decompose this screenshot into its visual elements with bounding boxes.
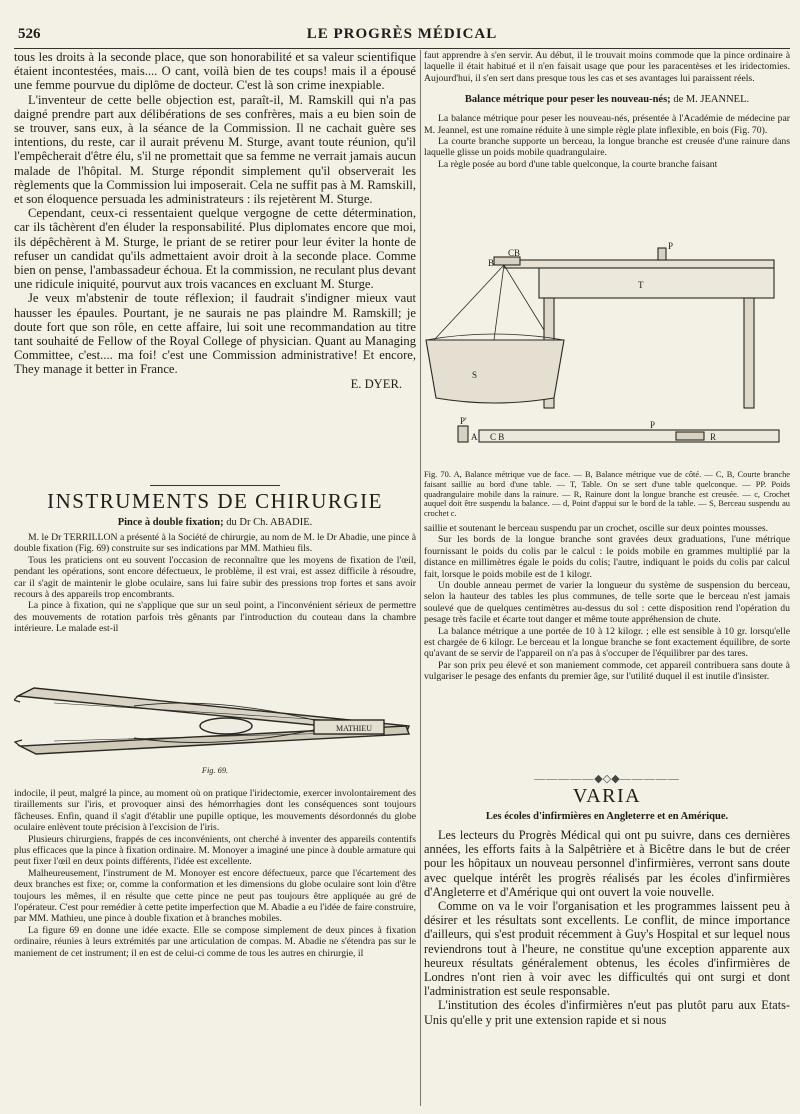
- section-title: VARIA: [572, 785, 642, 807]
- article-author: du Dr Ch. ABADIE.: [226, 517, 313, 528]
- left-column-top: [14, 50, 416, 475]
- paragraph: faut apprendre à s'en servir. Au début, il le trouvait moins commode que la pince ordinaire à laquelle il était habitué et il n'en faisait usage que pour les paracentèses et les iridectomies. Aujourd'hui, il s'en sert dans presque tous les cas et ses avantages lui paraissent réels.: [424, 50, 790, 84]
- fig70-label-p-side: P: [650, 420, 656, 430]
- figure-caption-text: Fig. 69.: [201, 766, 229, 775]
- forceps-illustration: [14, 676, 416, 776]
- paragraph: La figure 69 en donne une idée exacte. Elle se compose simplement de deux pinces à fixation ordinaire, réunies à leurs extrémités par une articulation de compas. M. Abadie ne s'étendra pas sur le maniement de cet instrument; il en est de celui-ci comme de tous les autres en chirurgie, il: [14, 924, 416, 959]
- paragraph: La courte branche supporte un berceau, la longue branche est creusée d'une rainure dans laquelle glisse un poids mobile quadrangulaire.: [424, 136, 790, 159]
- right-column-varia: [424, 772, 790, 1110]
- paragraph: L'inventeur de cette belle objection est, paraît-il, M. Ramskill qui n'a pas daigné prendre part aux délibérations de ses confrères, mais a eu bien soin de se trouver, sans eux, à la séance de la Commission. Il ne cachait guère ses intentions, du reste, car il aurait prévenu M. Sturge, avant toute réunion, qu'il l'empêcherait d'être élu, s'il ne promettait que sa femme ne verrait jamais aucun malade de l'hôpital. M. Sturge répondit simplement qu'il observerait les règlements que la Commission lui imposerait. Cela ne suffit pas à M. Ramskill, et son éloquence persuada les administrateurs : ils rejetèrent M. Sturge.: [14, 92, 416, 207]
- right-column-middle: [424, 470, 790, 780]
- fig70-label-p-prime: P': [460, 416, 467, 426]
- paragraph: Je veux m'abstenir de toute réflexion; il faudrait s'indigner mieux vaut hausser les épaules. Pourtant, je ne saurais ne pas plaindre M. Ramskill; je doute fort que son rôle, en cette affaire, lui soit une recommandation au titre tant souhaité de Fellow of the Royal College of physician. Quant au Managing Committee, c'est.... ma foi! c'est une Commission administrative! Et encore, They manage it better in France.: [14, 291, 416, 377]
- fig69-engraving: MATHIEU: [336, 724, 372, 733]
- article-subhead: [14, 517, 416, 528]
- paragraph: Sur les bords de la longue branche sont gravées deux graduations, l'une métrique fournissant le poids du colis par le calcul : le poids mobile en grammes multiplié par la distance en millimètres égale le poids du colis; l'autre, indiquant le poids du colis par calcul fait, lorsque le poids mobile est de 1 kilogr.: [424, 534, 790, 580]
- paragraph: Comme on va le voir l'organisation et les programmes laissent peu à désirer et les résultats sont excellents. Le conflit, de mince importance d'ailleurs, qui s'est produit récemment à Guy's Hospital et sur lequel nous reviendrons tout à l'heure, ne constitue qu'une exception apparente aux heureux résultats généralement obtenus, les écoles d'infirmières de Londres n'ont rien à voir avec les difficultés qui ont surgi et dont l'administration est seule responsable.: [424, 899, 790, 999]
- ornament-divider: —————◆◇◆—————: [534, 773, 680, 785]
- section-title: INSTRUMENTS DE CHIRURGIE: [47, 489, 383, 513]
- paragraph: M. le Dr TERRILLON a présenté à la Société de chirurgie, au nom de M. le Dr Abadie, une pince à double fixation (Fig. 69) construite sur ses indications par MM. Mathieu fils.: [14, 532, 416, 555]
- left-column-bottom: [14, 788, 416, 1108]
- paragraph: La balance métrique a une portée de 10 à 12 kilogr. ; elle est sensible à 10 gr. lorsqu'elle est chargée de 6 kilogr. Le berceau et la longue branche se font exactement équilibre, de sorte qu'avant de se servir de l'appareil on n'a pas à s'occuper de l'équilibrer par des tares.: [424, 625, 790, 660]
- running-header: [18, 26, 786, 46]
- paragraph: Cependant, ceux-ci ressentaient quelque vergogne de cette détermination, car ils tâchèrent d'en éluder la responsabilité. Plus diplomates encore que moi, ils dépêchèrent à M. Sturge, le priant de se retirer pour leur éviter la honte de refuser un candidat qu'ils admettaient avoir droit à la seconde place. Comme bien on pense, l'ambassadeur échoua. Et la commission, ne reculant plus devant une ridicule iniquité, pourvut aux trois vacances en excluant M. Sturge.: [14, 206, 416, 292]
- paragraph: Les lecteurs du Progrès Médical qui ont pu suivre, dans ces dernières années, les efforts faits à la Salpêtrière et à Bicêtre dans le but de créer pour les hôpitaux un nouveau personnel d'infirmières, verront sans doute avec quelque intérêt les progrès réalisés par les écoles d'infirmières d'Angleterre et d'Amérique qui ont ouvert la voie nouvelle.: [424, 828, 790, 899]
- signature: E. DYER.: [350, 376, 402, 391]
- column-divider: [420, 50, 421, 1106]
- article-subhead: [424, 94, 790, 105]
- right-column-top: [424, 50, 790, 260]
- fig70-label-a: A: [471, 432, 478, 442]
- fig70-label-t: T: [638, 280, 644, 290]
- figure-69: [14, 676, 416, 776]
- figure-70: [424, 240, 790, 465]
- paragraph: Plusieurs chirurgiens, frappés de ces inconvénients, ont cherché à inventer des appareils contentifs plus efficaces que la pince à fixation ordinaire. M. Monoyer a imaginé une pince à double armature qui peut fixer l'œil en deux points différents, l'idée est excellente.: [14, 833, 416, 868]
- paragraph: saillie et soutenant le berceau suspendu par un crochet, oscille sur deux pointes mousses.: [424, 522, 769, 534]
- paragraph: Un double anneau permet de varier la longueur du système de suspension du berceau, selon la hauteur des tables les plus communes, de telle sorte que le berceau n'est jamais soulevé que de quelques centimètres au-dessus du sol : cette disposition rend l'opération du pesage très facile et écarte tout danger et même toute appréhension de chute.: [424, 580, 790, 626]
- article-title: Balance métrique pour peser les nouveau-nés;: [464, 94, 671, 106]
- figure-caption: [14, 766, 416, 776]
- fig70-label-s: S: [472, 370, 478, 380]
- paragraph: La balance métrique pour peser les nouveau-nés, présentée à l'Académie de médecine par M. Jeannel, est une romaine réduite à une simple règle plate inflexible, en bois (Fig. 70).: [424, 113, 790, 136]
- fig70-label-cb: CB: [508, 248, 521, 258]
- fig70-label-b: B: [488, 258, 495, 268]
- paragraph: indocile, il peut, malgré la pince, au moment où on pratique l'iridectomie, exercer involontairement des tiraillements sur l'iris, et provoquer ainsi des hémorrhagies dont les conséquences sont toujours fâcheuses. Enfin, quand il s'agit d'établir une pupille optique, les mouvements désordonnés du globe oculaire enlèvent toute précision à l'excision de l'iris.: [14, 788, 416, 834]
- paragraph: La pince à fixation, qui ne s'applique que sur un seul point, a l'inconvénient sérieux de permettre des mouvements de rotation parfois très gênants par l'introduction du couteau dans la chambre intérieure. Le malade est-il: [14, 600, 416, 635]
- divider: [150, 485, 280, 486]
- fig70-label-r: R: [710, 432, 717, 442]
- article-title: Pince à double fixation;: [117, 517, 224, 528]
- article-author: de M. JEANNEL.: [673, 94, 750, 106]
- header-rule: [14, 48, 790, 49]
- paragraph: Malheureusement, l'instrument de M. Monoyer est encore défectueux, parce que l'écartement des deux branches est fixe; or, comme la conformation et les dimensions du globe oculaire sont loin d'être toujours les mêmes, il en résulte que cette pince ne peut pas toujours être appliquée au gré de l'opérateur. C'est pour remédier à cette petite imperfection que M. Abadie a eu l'idée de faire construire, par MM. Mathieu, une pince à double fixation et à branches mobiles.: [14, 867, 416, 925]
- paragraph: tous les droits à la seconde place, que son honorabilité et sa valeur scientifique étaient incontestées, mais.... O cant, voilà bien de tes coups! mais il a épousé une femme pourvue du diplôme de docteur. C'est là son crime inexpiable.: [14, 50, 416, 93]
- paragraph: L'institution des écoles d'infirmières n'eut pas plutôt paru aux Etats-Unis qu'elle y prit une extension rapide et si nous: [424, 998, 790, 1027]
- paragraph: Par son prix peu élevé et son maniement commode, cet appareil contribuera sans doute à vulgariser le pesage des enfants du premier âge, sur l'utilité duquel il est inutile d'insister.: [424, 659, 790, 683]
- figure-caption: Fig. 70. A, Balance métrique vue de face. — B, Balance métrique vue de côté. — C, B, Courte branche faisant saillie au bord d'une table. — T, Table. On se sert d'une table quelconque. — PP. Poids quadrangulaire mobile dans la rainure. — R, Rainure dont la longue branche est creusée. — c, Crochet auquel doit être suspendu la balance. — d, Point d'appui sur le bord de la table. — S, Berceau suspendu au crochet c.: [424, 470, 790, 519]
- journal-title: LE PROGRÈS MÉDICAL: [306, 26, 498, 42]
- paragraph: La règle posée au bord d'une table quelconque, la courte branche faisant: [438, 158, 718, 170]
- page-number: 526: [18, 26, 41, 42]
- paragraph: Tous les praticiens ont eu souvent l'occasion de reconnaître que les moyens de fixation de l'œil, pendant les opérations, sont encore défectueux, le problème, il est vrai, est assez difficile à résoudre, car il s'agit de maintenir le globe oculaire, sans lui faire subir des pressions trop fortes et sans avoir recours à des appareils trop encombrants.: [14, 554, 416, 601]
- fig70-label-p: P: [668, 241, 674, 251]
- fig70-label-cb-side: C B: [490, 432, 505, 442]
- left-column-instruments: [14, 482, 416, 682]
- balance-illustration: [424, 240, 790, 465]
- article-title: Les écoles d'infirmières en Angleterre et en Amérique.: [485, 811, 729, 822]
